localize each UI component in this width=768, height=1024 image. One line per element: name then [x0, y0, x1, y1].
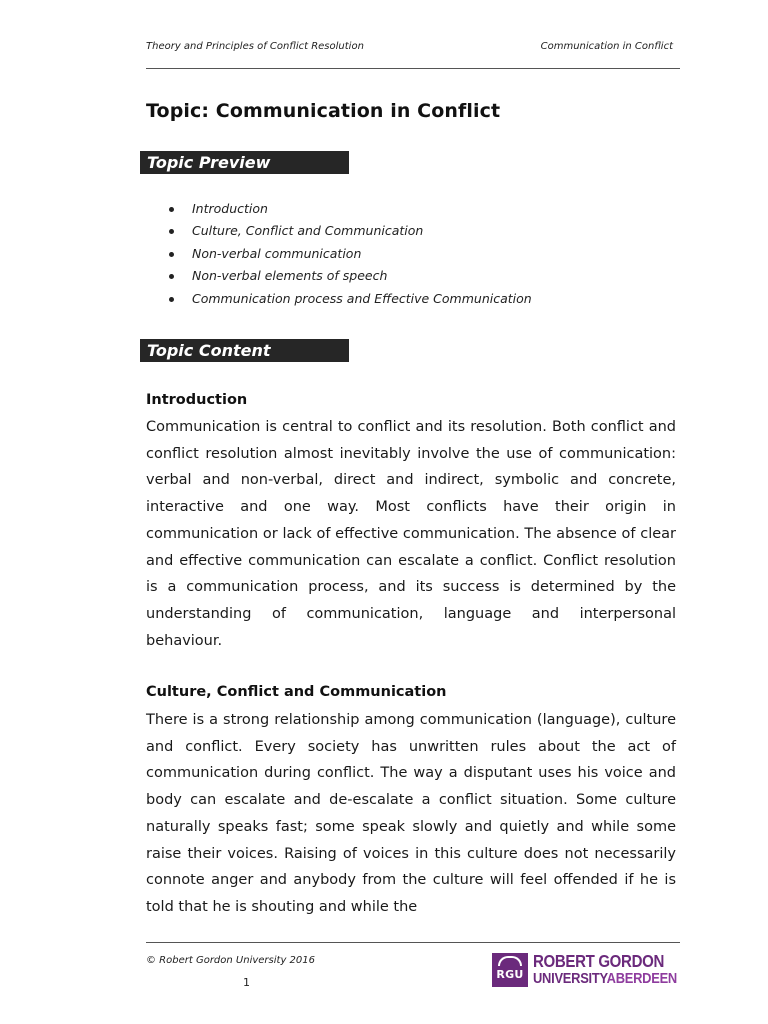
footer-divider: [146, 942, 680, 943]
running-header-right: Communication in Conflict: [540, 41, 673, 52]
logo-line-2: [533, 970, 677, 987]
section-heading-introduction: Introduction: [146, 392, 248, 408]
rgu-badge-icon: [492, 953, 528, 987]
bullet-icon: [169, 297, 174, 302]
list-item: [166, 288, 532, 310]
section-body-culture: There is a strong relationship among communication (language), culture and conflict. Every society has unwritten rules about the act of communication during conflict. The way a disputant uses his voice and body can escalate and de-escalate a conflict situation. Some culture naturally speaks fast; some speak slowly and quietly and while some raise their voices. Raising of voices in this culture does not necessarily connote anger and anybody from the culture will feel offended if he is told that he is shouting and while the: [146, 712, 676, 915]
list-item-label: Culture, Conflict and Communication: [192, 223, 424, 239]
list-item-label: Non-verbal communication: [192, 245, 362, 261]
copyright-notice: © Robert Gordon University 2016: [146, 955, 315, 966]
logo-badge-text: RGU: [496, 968, 524, 981]
bullet-icon: [169, 207, 174, 212]
bullet-icon: [169, 252, 174, 257]
list-item-label: Communication process and Effective Communication: [192, 290, 532, 306]
header-divider: [146, 68, 680, 69]
list-item: [166, 220, 532, 242]
logo-word-aberdeen: ABERDEEN: [606, 970, 677, 987]
university-logo: [492, 953, 680, 989]
list-item-label: Non-verbal elements of speech: [192, 268, 388, 284]
list-item: [166, 198, 532, 220]
list-item-label: Introduction: [192, 201, 268, 216]
section-body-introduction: Communication is central to conflict and its resolution. Both conflict and conflict resolution almost inevitably involve the use of communication: verbal and non-verbal, direct and indirect, symbolic and concrete, interactive and one way. Most conflicts have their origin in communication or lack of effective communication. The absence of clear and effective communication can escalate a conflict. Conflict resolution is a communication process, and its success is determined by the understanding of communication, language and interpersonal behaviour.: [146, 419, 676, 649]
page-number: 1: [243, 976, 250, 989]
logo-word-university: UNIVERSITY: [533, 970, 607, 987]
bullet-icon: [169, 229, 174, 234]
logo-line-1: ROBERT GORDON: [533, 951, 664, 971]
bullet-icon: [169, 274, 174, 279]
list-item: [166, 243, 532, 265]
section-heading-culture: Culture, Conflict and Communication: [146, 684, 447, 700]
topic-preview-list: [166, 198, 532, 310]
page-title: Topic: Communication in Conflict: [146, 100, 501, 122]
topic-preview-heading: Topic Preview: [140, 151, 349, 174]
list-item: [166, 265, 532, 287]
topic-content-heading: Topic Content: [140, 339, 349, 362]
running-header-left: Theory and Principles of Conflict Resolution: [146, 41, 364, 52]
